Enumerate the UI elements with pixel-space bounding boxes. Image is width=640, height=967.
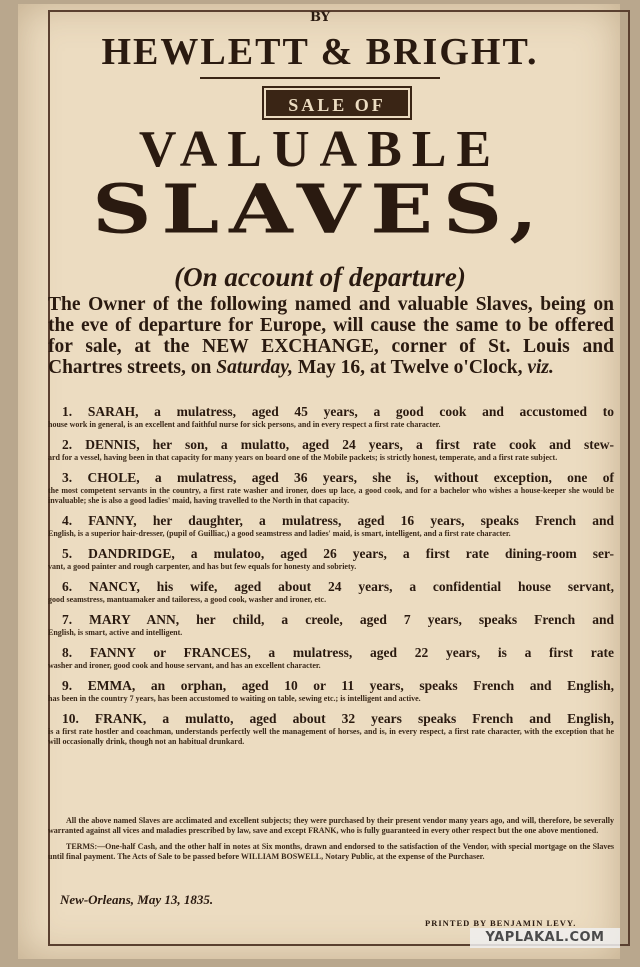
item-description: vant, a good painter and rough carpenter, and has but few equals for honesty and sobriety. — [48, 562, 357, 571]
sale-of-banner: SALE OF — [264, 88, 410, 118]
item-heading: 10. FRANK, a mulatto, aged about 32 years speaks French and English, — [62, 711, 614, 726]
intro-paragraph — [48, 294, 614, 378]
list-item — [48, 437, 614, 463]
list-item — [48, 513, 614, 539]
item-description: English, is a superior hair-dresser, (pupil of Guilliac,) a good seamstress and ladies' maid, is smart, intelligent, and a first rate character. — [48, 529, 511, 538]
item-description: the most competent servants in the country, a first rate washer and ironer, does up lace, a good cook, and for a bachelor who wishes a house-keeper she would be invaluable; she is also a good ladies' maid, having travelled to the North in that capacity. — [48, 486, 614, 505]
item-heading: 3. CHOLE, a mulatress, aged 36 years, she is, without exception, one of — [62, 470, 614, 485]
item-heading: 8. FANNY or FRANCES, a mulatress, aged 22 years, is a first rate — [62, 645, 614, 660]
item-heading: 2. DENNIS, her son, a mulatto, aged 24 years, a first rate cook and stew- — [62, 437, 614, 452]
warranty-note: All the above named Slaves are acclimated and excellent subjects; they were purchased by their present vendor many years ago, and will, therefore, be severally warranted against all vices and maladies prescribed by law, save and except FRANK, who is fully guaranteed in every other respect but the one above mentioned. — [48, 816, 614, 835]
intro-day: Saturday, — [216, 357, 294, 378]
printer-credit: PRINTED BY BENJAMIN LEVY. — [425, 918, 577, 928]
item-heading: 7. MARY ANN, her child, a creole, aged 7 years, speaks French and — [62, 612, 614, 627]
headline-valuable: VALUABLE — [138, 121, 502, 178]
listing — [48, 404, 614, 754]
item-heading: 1. SARAH, a mulatress, aged 45 years, a good cook and accustomed to — [62, 404, 614, 419]
list-item — [48, 404, 614, 430]
intro-viz: viz. — [527, 357, 554, 378]
date-line: New-Orleans, May 13, 1835. — [60, 892, 214, 907]
headline-main: SLAVES, — [92, 170, 548, 249]
item-description: house work in general, is an excellent and faithful nurse for sick persons, and in every respect a first rate character. — [48, 420, 441, 429]
item-heading: 4. FANNY, her daughter, a mulatress, aged 16 years, speaks French and — [62, 513, 614, 528]
item-description: ard for a vessel, having been in that capacity for many years on board one of the Mobile packets; is strictly honest, temperate, and a first rate subject. — [48, 453, 558, 462]
list-item — [48, 678, 614, 704]
intro-text: The Owner of the following named and valuable Slaves, being on the eve of departure for Europe, will cause the same to be offered for sale, at the NEW EXCHANGE, corner of St. Louis and Chartres streets, on — [48, 294, 614, 378]
item-description: is a first rate hostler and coachman, understands perfectly well the management of horses, and is, in every respect, a first rate character, with the exception that he will occasionally drink, though not an habitual drunkard. — [48, 727, 614, 746]
watermark: YAPLAKAL.COM — [470, 928, 620, 948]
list-item — [48, 579, 614, 605]
item-description: English, is smart, active and intelligent. — [48, 628, 183, 637]
list-item — [48, 612, 614, 638]
divider-rule — [200, 77, 440, 79]
item-description: good seamstress, mantuamaker and tailoress, a good cook, washer and ironer, etc. — [48, 595, 327, 604]
by-line: BY — [309, 10, 331, 25]
item-description: washer and ironer, good cook and house servant, and has an excellent character. — [48, 661, 321, 670]
item-description: has been in the country 7 years, has been accustomed to waiting on table, sewing etc.; is intelligent and active. — [48, 694, 421, 703]
notes-section — [48, 816, 614, 868]
list-item — [48, 711, 614, 747]
list-item — [48, 470, 614, 506]
list-item — [48, 645, 614, 671]
list-item — [48, 546, 614, 572]
item-heading: 5. DANDRIDGE, a mulatoo, aged 26 years, a first rate dining-room ser- — [62, 546, 614, 561]
intro-rest: May 16, at Twelve o'Clock, — [297, 357, 523, 378]
item-heading: 9. EMMA, an orphan, aged 10 or 11 years, speaks French and English, — [62, 678, 614, 693]
terms-note: TERMS:—One-half Cash, and the other half in notes at Six months, drawn and endorsed to the satisfaction of the Vendor, with special mortgage on the Slaves until final payment. The Acts of Sale to be passed before WILLIAM BOSWELL, Notary Public, at the expense of the Purchaser. — [48, 842, 614, 861]
item-heading: 6. NANCY, his wife, aged about 24 years, a confidential house servant, — [62, 579, 614, 594]
departure-subtitle: (On account of departure) — [174, 262, 466, 292]
firm-name: HEWLETT & BRIGHT. — [101, 31, 539, 73]
